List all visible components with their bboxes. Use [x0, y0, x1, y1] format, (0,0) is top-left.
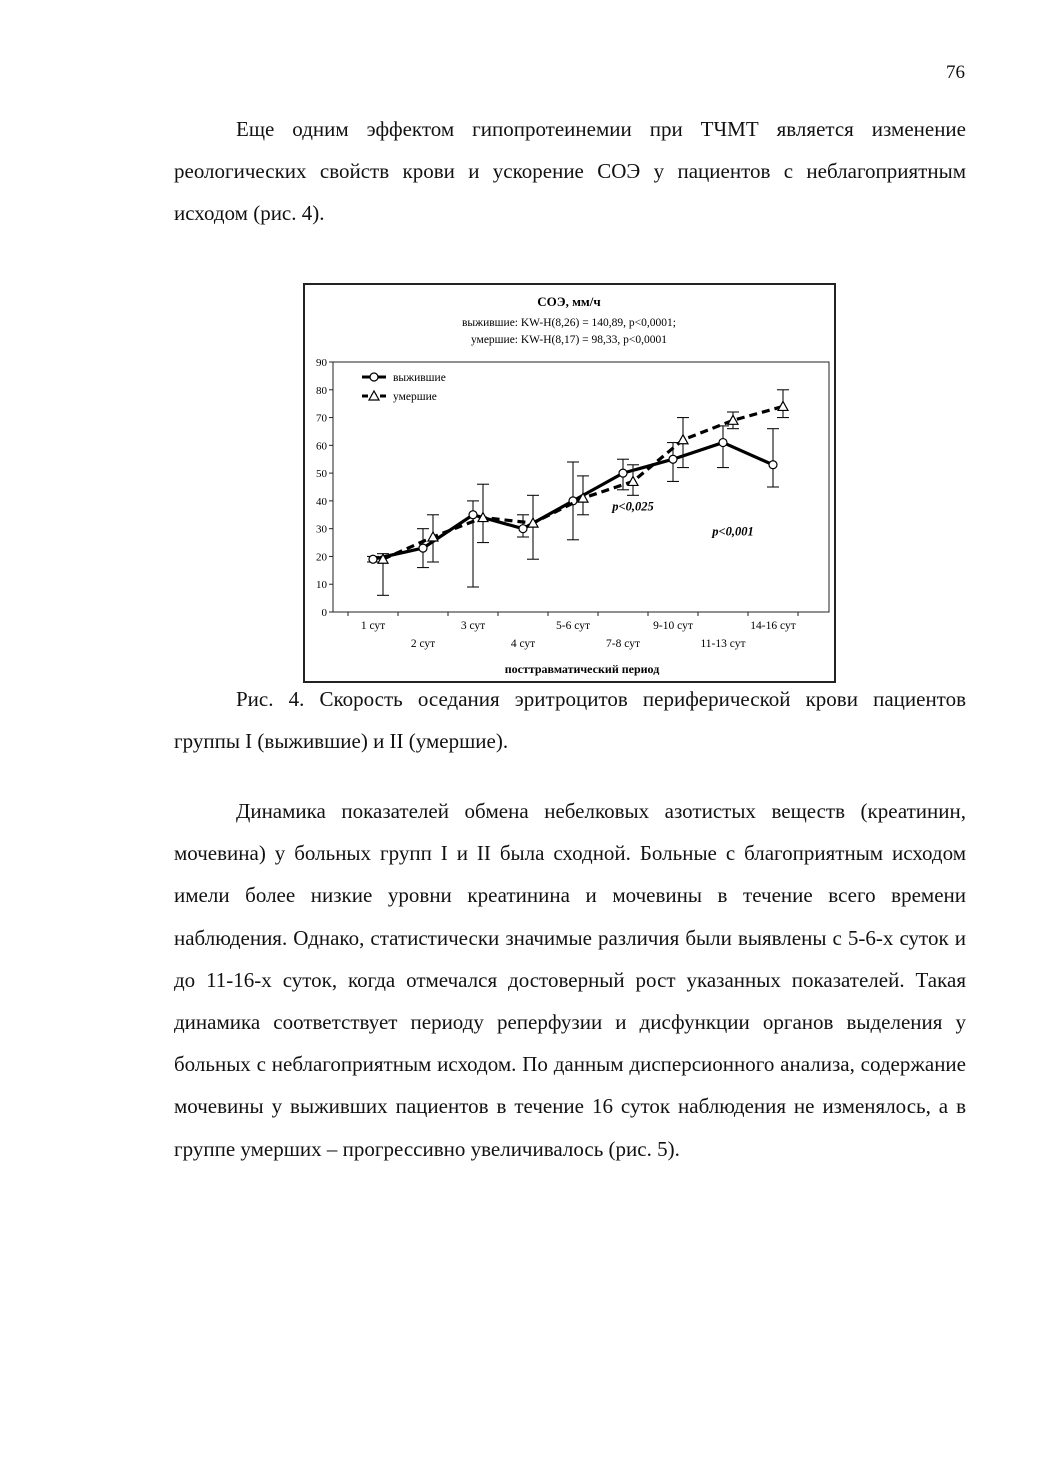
x-tick-label: 1 сут	[360, 620, 386, 632]
y-tick-label: 40	[316, 495, 327, 508]
annotation-p-value: p<0,001	[712, 524, 754, 539]
legend-marker	[369, 391, 379, 400]
data-point-survived	[619, 469, 627, 477]
figure-caption: Рис. 4. Скорость оседания эритроцитов периферической крови пациентов группы I (выжившие) и II (умершие).	[174, 687, 966, 754]
x-axis-label: посттравматический период	[504, 662, 660, 676]
x-tick-label: 7-8 сут	[606, 638, 640, 650]
data-point-survived	[369, 555, 377, 563]
legend-label: выжившие	[393, 372, 446, 384]
y-tick-label: 90	[316, 357, 327, 369]
chart-subtitle-line: выжившие: KW-H(8,26) = 140,89, p<0,0001;	[462, 317, 676, 329]
legend-label: умершие	[393, 391, 437, 403]
x-tick-label: 14-16 сут	[750, 620, 796, 632]
chart-title: СОЭ, мм/ч	[537, 294, 601, 309]
data-point-survived	[769, 461, 777, 469]
data-point-survived	[469, 511, 477, 519]
data-point-survived	[669, 455, 677, 463]
figure-4	[303, 283, 836, 683]
data-point-survived	[719, 439, 727, 447]
y-tick-label: 80	[316, 384, 327, 397]
data-point-died	[678, 435, 688, 444]
x-tick-label: 4 сут	[510, 638, 536, 650]
y-tick-label: 70	[316, 412, 327, 425]
x-tick-label: 2 сут	[410, 638, 436, 650]
chart-subtitle-line: умершие: KW-H(8,17) = 98,33, p<0,0001	[470, 334, 668, 346]
paragraph-urea: Динамика показателей обмена небелковых азотистых веществ (креатинин, мочевина) у больных групп I и II была сходной. Больные с благоприятным исходом имели более низкие уровни креатинина и мочевины в течение всего времени наблюдения. Однако, статистически значимые различия были выявлены с 5-6-х суток и до 11-16-х суток, когда отмечался достоверный рост указанных показателей. Такая динамика соответствует периоду реперфузии и дисфункции органов выделения у больных с неблагоприятным исходом. По данным дисперсионного анализа, содержание мочевины у выживших пациентов в течение 16 суток наблюдения не изменялось, а в группе умерших – прогрессивно увеличивалось (рис. 5).	[174, 799, 966, 1161]
esr-chart	[305, 285, 834, 681]
y-tick-label: 20	[316, 551, 327, 564]
paragraph-intro: Еще одним эффектом гипопротеинемии при ТЧМТ является изменение реологических свойств крови и ускорение СОЭ у пациентов с неблагоприятным исходом (рис. 4).	[174, 117, 966, 226]
y-tick-label: 60	[316, 440, 327, 453]
y-tick-label: 30	[316, 523, 327, 536]
x-tick-label: 5-6 сут	[556, 620, 590, 632]
page-number: 76	[946, 62, 965, 83]
x-tick-label: 11-13 сут	[700, 638, 746, 650]
legend-marker	[370, 373, 378, 381]
x-tick-label: 3 сут	[460, 620, 486, 632]
x-tick-label: 9-10 сут	[653, 620, 693, 632]
y-tick-label: 0	[321, 607, 327, 619]
data-point-died	[728, 415, 738, 424]
annotation-p-value: p<0,025	[612, 499, 654, 514]
data-point-survived	[519, 525, 527, 533]
y-tick-label: 50	[316, 468, 327, 481]
data-point-survived	[419, 544, 427, 552]
y-tick-label: 10	[316, 579, 327, 592]
